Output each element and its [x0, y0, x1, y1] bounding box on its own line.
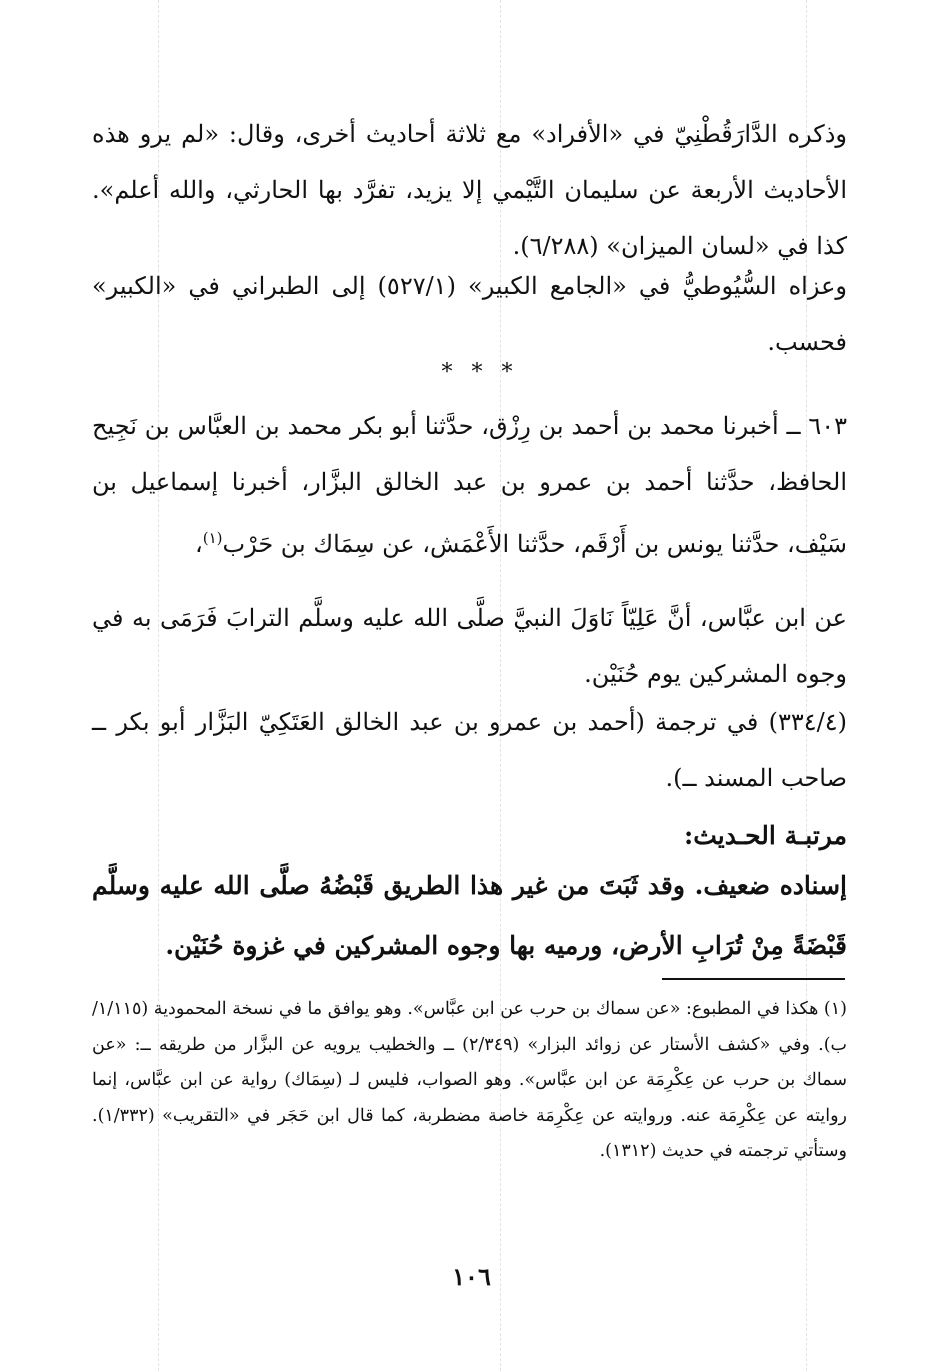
- grading-heading: [92, 814, 847, 858]
- footnote-text: [92, 992, 847, 1170]
- hadith-location: [92, 694, 847, 806]
- grading-body: [92, 856, 847, 976]
- location-text: (٣٣٤/٤) في ترجمة (أحمد بن عمرو بن عبد الخالق العَتَكِيّ البَزَّار أبو بكر ــ صاحب المسند ــ).: [92, 708, 847, 792]
- heading-text: مرتبـة الحـديث:: [683, 821, 847, 850]
- paragraph-suyuti: [92, 258, 847, 370]
- hadith-isnad: [92, 398, 847, 572]
- footnote-marker: (١): [823, 999, 847, 1019]
- section-separator: * * *: [441, 360, 519, 385]
- page-number: ١٠٦: [452, 1262, 491, 1291]
- footnote: [92, 992, 847, 1170]
- hadith-matn: [92, 590, 847, 702]
- isnad-text: [92, 398, 847, 572]
- paragraph-daraqutni: [92, 106, 847, 274]
- isnad-chain: ٦٠٣ ــ أخبرنا محمد بن أحمد بن رِزْق، حدَّثنا أبو بكر محمد بن العبَّاس بن نَجِيح الحافظ، حدَّثنا أحمد بن عمرو بن عبد الخالق البزَّار، أخبرنا إسماعيل بن سَيْف، حدَّثنا يونس بن أَرْقَم، حدَّثنا الأَعْمَش، عن سِمَاك بن حَرْب: [92, 412, 848, 558]
- footnote-body: هكذا في المطبوع: «عن سماك بن حرب عن ابن عبَّاس». وهو يوافق ما في نسخة المحمودية (١/١١٥/ب). وفي «كشف الأستار عن زوائد البزار» (٢/٣٤٩) ــ والخطيب يرويه عن البزَّار من طريقه ــ: «عن سماك بن حرب عن عِكْرِمَة عن ابن عبَّاس». وهو الصواب، فليس لـ (سِمَاك) رواية عن ابن عبَّاس، إنما روايته عن عِكْرِمَة عنه. وروايته عن عِكْرِمَة خاصة مضطربة، كما قال ابن حَجَر في «التقريب» (١/٣٣٢). وستأتي ترجمته في حديث (١٣١٢).: [92, 999, 847, 1161]
- isnad-end: ،: [194, 530, 203, 558]
- footnote-ref[interactable]: (١): [202, 529, 223, 547]
- paragraph-text: وذكره الدَّارَقُطْنِيّ في «الأفراد» مع ثلاثة أحاديث أخرى، وقال: «لم يرو هذه الأحاديث الأربعة عن سليمان التَّيْمي إلا يزيد، تفرَّد بها الحارثي، والله أعلم». كذا في «لسان الميزان» (٦/٢٨٨).: [92, 120, 847, 260]
- footnote-divider: [662, 978, 845, 980]
- paragraph-text: وعزاه السُّيُوطيُّ في «الجامع الكبير» (٥٢٧/١) إلى الطبراني في «الكبير» فحسب.: [92, 272, 848, 356]
- grading-text: إسناده ضعيف. وقد ثَبَتَ من غير هذا الطريق قَبْضُهُ صلَّى الله عليه وسلَّم قَبْضَةً مِنْ تُرَابِ الأرض، ورميه بها وجوه المشركين في غزوة حُنَيْن.: [92, 871, 847, 960]
- matn-text: عن ابن عبَّاس، أنَّ عَلِيّاً نَاوَلَ النبيَّ صلَّى الله عليه وسلَّم الترابَ فَرَمَى به في وجوه المشركين يوم حُنَيْن.: [92, 604, 847, 688]
